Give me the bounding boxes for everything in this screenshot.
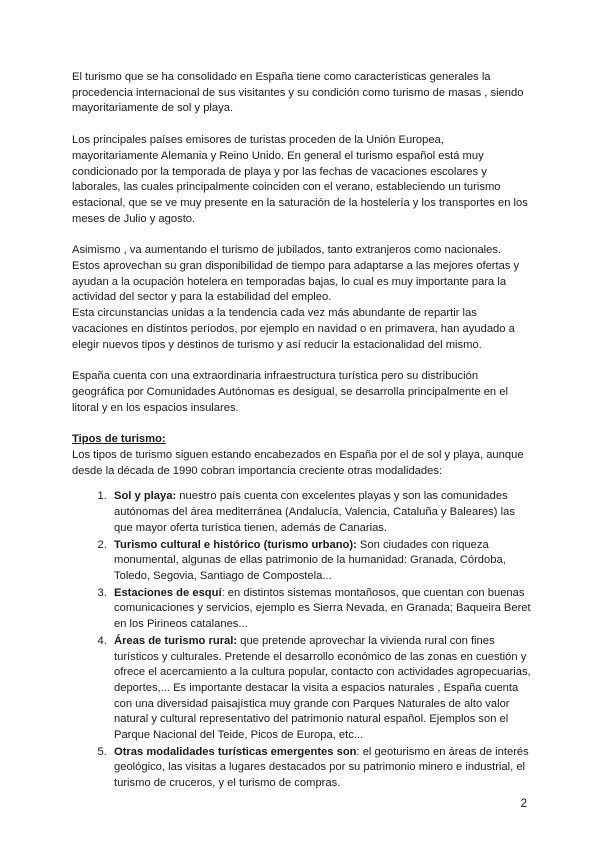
- list-item: [110, 745, 532, 792]
- paragraph-infraestructura: España cuenta con una extraordinaria infraestructura turística pero su distribución geográfica por Comunidades Autónomas es desigual, se desarrolla principalmente en el litoral y en los espacios insulares.: [72, 370, 508, 414]
- tourism-types-list: [72, 489, 532, 791]
- list-item-title: Sol y playa:: [114, 490, 177, 503]
- list-item-title: Estaciones de esquí: [114, 586, 222, 599]
- list-item-text: nuestro país cuenta con excelentes playas y son las comunidades autónomas del área mediterránea (Andalucía, Valencia, Cataluña y Baleares) las que mayor oferta turística tienen, además de Canarias.: [114, 490, 515, 534]
- paragraph-circunstancias: Esta circunstancias unidas a la tendencia cada vez más abundante de repartir las vacaciones en distintos períodos, por ejemplo en navidad o en primavera, han ayudado a elegir nuevos tipos y destinos de turismo y así reducir la estacionalidad del mismo.: [72, 307, 515, 351]
- paragraph-jubilados: Asimismo , va aumentando el turismo de jubilados, tanto extranjeros como nacionales. Estos aprovechan su gran disponibilidad de tiempo para adaptarse a las mejores ofertas y ayudan a la ocupación hotelera en temporadas bajas, lo cual es muy importante para la actividad del sector y para la estabilidad del empleo.: [72, 244, 520, 304]
- list-item-text: : el geoturismo en áreas de interés geológico, las visitas a lugares destacados por su patrimonio minero e industrial, el turismo de cruceros, y el turismo de compras.: [114, 745, 529, 790]
- document-body: [72, 70, 532, 793]
- paragraph-emisores: Los principales países emisores de turistas proceden de la Unión Europea, mayoritariamente Alemania y Reino Unido. En general el turismo español está muy condicionado por la temporada de playa y por las fechas de vacaciones escolares y laborales, las cuales principalmente coinciden con el verano, estableciendo un turismo estacional, que se ve muy presente en la saturación de la hostelería y los transportes en los meses de Julio y agosto.: [72, 134, 528, 225]
- list-item-text: : en distintos sistemas montañosos, que cuentan con buenas comunicaciones y servicios, ejemplo es Sierra Nevada, en Granada; Baqueira Beret en los Pirineos catalanes...: [114, 586, 531, 631]
- list-item-title: Turismo cultural e histórico (turismo urbano):: [114, 538, 357, 551]
- paragraph-intro: El turismo que se ha consolidado en España tiene como características generales la procedencia internacional de sus visitantes y su condición como turismo de masas , siendo mayoritariamente de sol y playa.: [72, 71, 524, 115]
- list-item: [110, 586, 532, 633]
- list-item: [110, 634, 532, 744]
- list-item: [110, 489, 532, 536]
- page-number: 2: [520, 798, 527, 810]
- list-item: [110, 538, 532, 585]
- list-item-text: Son ciudades con riqueza monumental, algunas de ellas patrimonio de la humanidad: Granada, Córdoba, Toledo, Segovia, Santiago de Compostela...: [114, 538, 506, 582]
- section-heading: Tipos de turismo:: [72, 433, 166, 446]
- list-item-title: Áreas de turismo rural:: [114, 634, 238, 647]
- section-intro: Los tipos de turismo siguen estando encabezados en España por el de sol y playa, aunque desde la década de 1990 cobran importancia creciente otras modalidades:: [72, 449, 524, 477]
- list-item-text: que pretende aprovechar la vivienda rural con fines turísticos y culturales. Pretende el desarrollo económico de las zonas en cuestión y ofrece el acercamiento a la cultura popular, contacto con actividades agropecuarias, deportes,... Es importante destacar la visita a espacios naturales , España cuenta con una diversidad paisajística muy grande con Parques Naturales de alto valor natural y cultural representativo del patrimonio natural español. Ejemplos son el Parque Nacional del Teide, Picos de Europa, etc...: [114, 634, 531, 742]
- list-item-title: Otras modalidades turísticas emergentes son: [114, 745, 357, 758]
